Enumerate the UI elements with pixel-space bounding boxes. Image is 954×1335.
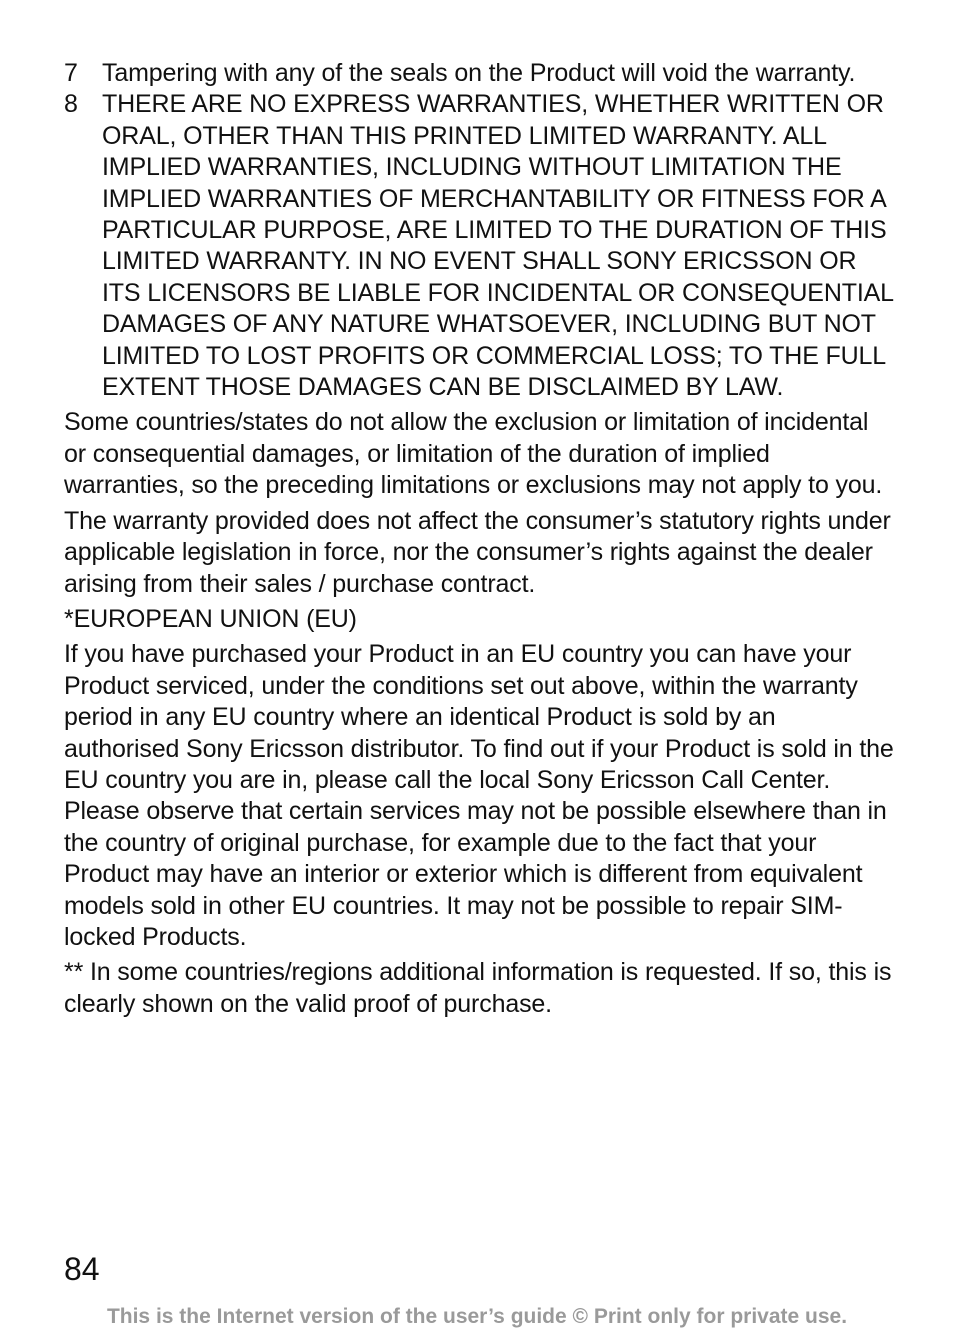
paragraph-limitations: Some countries/states do not allow the exclusion or limitation of incidental or consequential damages, or limitation of the duration of implied warranties, so the preceding limitations or exclusions may not apply to you. [64,408,883,500]
list-item-number: 8 [64,90,78,119]
paragraph-additional-info: ** In some countries/regions additional information is requested. If so, this is clearly shown on the valid proof of purchase. [64,958,892,1018]
list-item-text: Tampering with any of the seals on the Product will void the warranty. [102,59,856,87]
page-number: 84 [64,1251,100,1287]
footer-notice: This is the Internet version of the user’s guide © Print only for private use. [106,1305,848,1328]
list-item-text: THERE ARE NO EXPRESS WARRANTIES, WHETHER WRITTEN OR ORAL, OTHER THAN THIS PRINTED LIMITED WARRANTY. ALL IMPLIED WARRANTIES, INCLUDING WITHOUT LIMITATION THE IMPLIED WARRANTIES OF MERCHANTABILITY OR FITNESS FOR A PARTICULAR PURPOSE, ARE LIMITED TO THE DURATION OF THIS LIMITED WARRANTY. IN NO EVENT SHALL SONY ERICSSON OR ITS LICENSORS BE LIABLE FOR INCIDENTAL OR CONSEQUENTIAL DAMAGES OF ANY NATURE WHATSOEVER, INCLUDING BUT NOT LIMITED TO LOST PROFITS OR COMMERCIAL LOSS; TO THE FULL EXTENT THOSE DAMAGES CAN BE DISCLAIMED BY LAW. [102,90,893,402]
heading-european-union: *EUROPEAN UNION (EU) [64,604,357,633]
paragraph-eu-service: If you have purchased your Product in an EU country you can have your Product serviced, under the conditions set out above, within the warranty period in any EU country where an identical Product is sold by an authorised Sony Ericsson distributor. To find out if your Product is sold in the EU country you are in, please call the local Sony Ericsson Call Center. Please observe that certain services may not be possible elsewhere than in the country of original purchase, for example due to the fact that your Product may have an interior or exterior which is different from equivalent models sold in other EU countries. It may not be possible to repair SIM-locked Products. [64,640,894,951]
list-item-7 [64,58,894,89]
document-body [64,58,894,1020]
paragraph-statutory-rights: The warranty provided does not affect the consumer’s statutory rights under applicable legislation in force, nor the consumer’s rights against the dealer arising from their sales / purchase contract. [64,506,891,598]
list-item-8 [64,89,894,403]
list-item-number: 7 [64,59,78,87]
